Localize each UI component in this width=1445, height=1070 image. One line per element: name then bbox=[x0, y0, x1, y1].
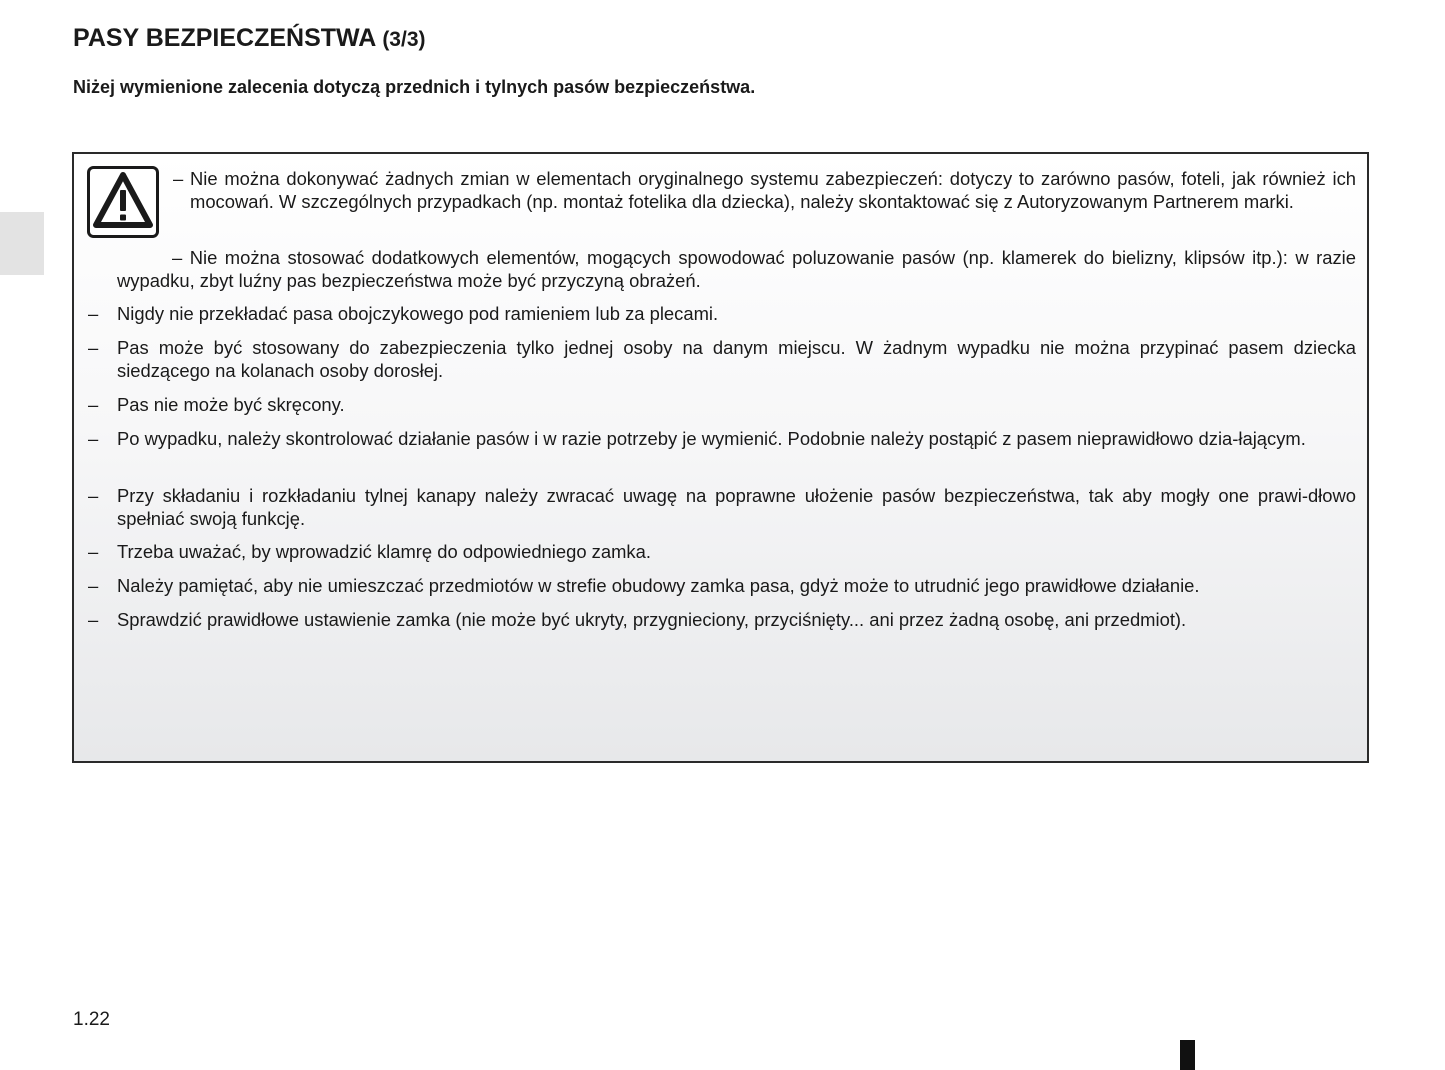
list-item-text: Nigdy nie przekładać pasa obojczykowego pod ramieniem lub za plecami. bbox=[117, 303, 719, 324]
list-dash: – bbox=[88, 428, 99, 449]
list-item-text: Pas nie może być skręcony. bbox=[117, 394, 345, 415]
list-item bbox=[88, 574, 1356, 597]
list-item bbox=[88, 608, 1356, 631]
list-item-text: Trzeba uważać, by wprowadzić klamrę do odpowiedniego zamka. bbox=[117, 541, 651, 562]
warning-box bbox=[72, 152, 1369, 763]
list-item-text: Sprawdzić prawidłowe ustawienie zamka (nie może być ukryty, przygnieciony, przyciśnięty... ani przez żadną osobę, ani przedmiot). bbox=[117, 609, 1187, 630]
warning-text-1: – Nie można dokonywać żadnych zmian w elementach oryginalnego systemu zabezpieczeń: dotyczy to zarówno pasów, foteli, jak również ich mocowań. W szczególnych przypadkach (np. montaż fotelika dla dziecka), należy skontaktować się z Autoryzowanym Partnerem marki. bbox=[173, 168, 1356, 212]
list-item-text: Przy składaniu i rozkładaniu tylnej kanapy należy zwracać uwagę na poprawne ułożenie pasów bezpieczeństwa, tak aby mogły one prawi-dłowo spełniać swoją funkcję. bbox=[117, 485, 1356, 529]
list-item bbox=[88, 302, 1356, 325]
list-item-text: Po wypadku, należy skontrolować działanie pasów i w razie potrzeby je wymienić. Podobnie należy postąpić z pasem nieprawidłowo dzia-łającym. bbox=[117, 428, 1306, 449]
page-edge-marker bbox=[1180, 1040, 1195, 1070]
list-item-text: Pas może być stosowany do zabezpieczenia tylko jednej osoby na danym miejscu. W żadnym wypadku nie można przypinać pasem dziecka siedzącego na kolanach osoby dorosłej. bbox=[117, 337, 1356, 381]
list-dash: – bbox=[88, 485, 99, 506]
list-item bbox=[88, 427, 1356, 450]
list-item bbox=[88, 540, 1356, 563]
list-item bbox=[88, 393, 1356, 416]
list-dash: – bbox=[88, 609, 99, 630]
page-title-part: (3/3) bbox=[382, 28, 426, 51]
list-item bbox=[88, 336, 1356, 382]
list-dash: – bbox=[88, 541, 99, 562]
list-dash: – bbox=[88, 575, 99, 596]
list-dash: – bbox=[88, 303, 99, 324]
list-item-text: Należy pamiętać, aby nie umieszczać przedmiotów w strefie obudowy zamka pasa, gdyż może to utrudnić jego prawidłowe działanie. bbox=[117, 575, 1200, 596]
intro-text: Niżej wymienione zalecenia dotyczą przednich i tylnych pasów bezpieczeństwa. bbox=[73, 77, 756, 97]
page-number: 1.22 bbox=[73, 1009, 110, 1030]
page-title bbox=[73, 24, 426, 53]
page-title-text: PASY BEZPIECZEŃSTWA bbox=[73, 24, 376, 52]
warning-text-2: – Nie można stosować dodatkowych elementów, mogących spowodować poluzowanie pasów (np. klamerek do bielizny, klipsów itp.): w razie wypadku, zbyt luźny pas bezpieczeństwa może być przyczyną obrażeń. bbox=[117, 247, 1356, 291]
list-item bbox=[88, 484, 1356, 530]
list-dash: – bbox=[88, 337, 99, 358]
list-dash: – bbox=[88, 394, 99, 415]
warning-triangle-icon bbox=[87, 166, 159, 238]
section-tab bbox=[0, 212, 44, 275]
